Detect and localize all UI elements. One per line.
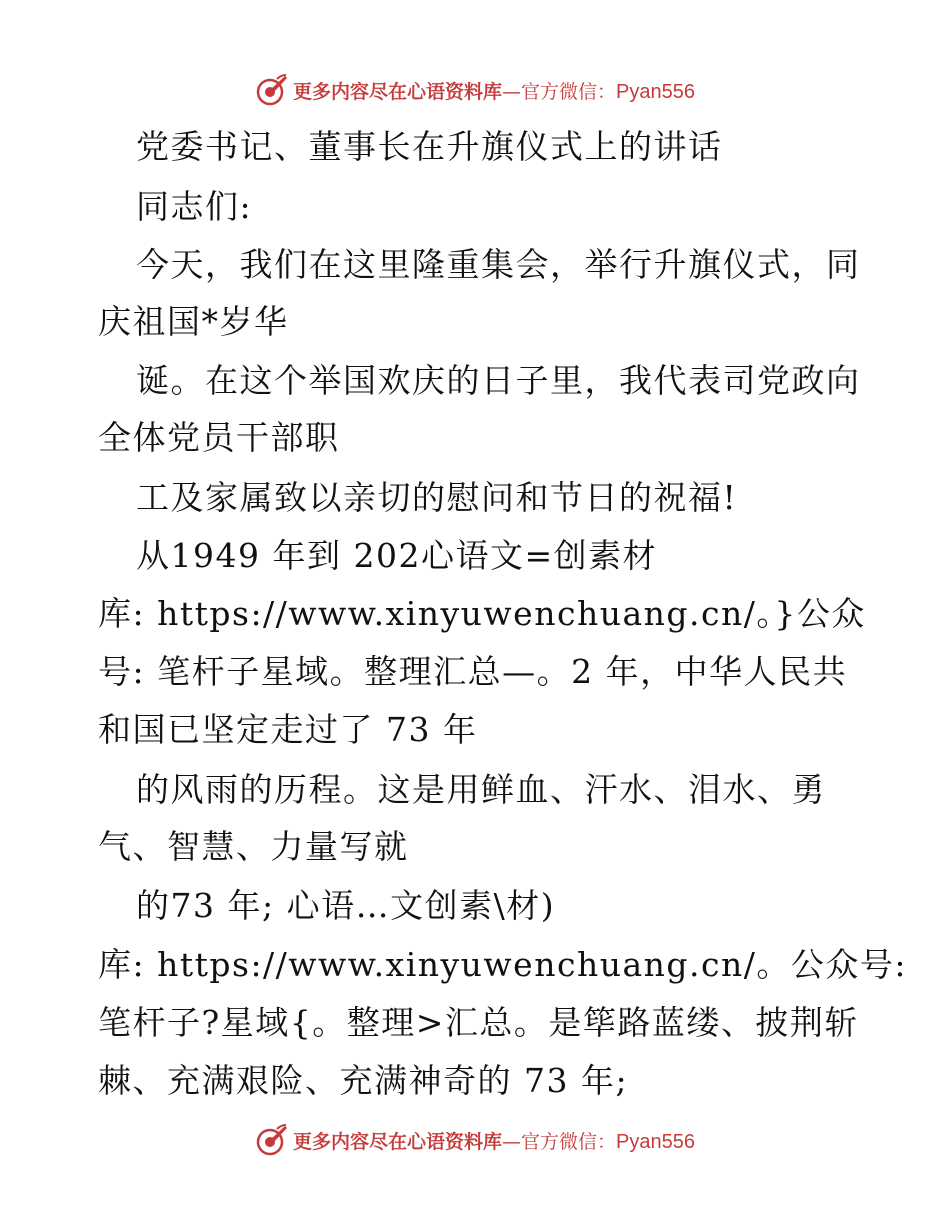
watermark-text	[293, 77, 695, 104]
watermark-wechat-id: Pyan556	[616, 1130, 695, 1153]
doc-line: 库: https://www.xinyuwenchuang.cn/。}公众	[98, 594, 866, 633]
doc-line: 全体党员干部职	[98, 418, 340, 457]
footer-watermark	[0, 1120, 950, 1160]
doc-line: 笔杆子?星域{。整理>汇总。是筚路蓝缕、披荆斩	[98, 1003, 859, 1042]
doc-line: 工及家属致以亲切的慰问和节日的祝福!	[136, 478, 738, 517]
watermark-main: 更多内容尽在心语资料库	[293, 1130, 503, 1153]
brand-logo-icon	[255, 73, 289, 107]
doc-line: 气、智慧、力量写就	[98, 827, 409, 866]
doc-line: 的73 年; 心语…文创素\材)	[136, 886, 556, 925]
doc-line: 库: https://www.xinyuwenchuang.cn/。公众号:	[98, 945, 907, 984]
doc-line: 和国已坚定走过了 73 年	[98, 710, 478, 749]
watermark-separator: —	[502, 1130, 522, 1153]
doc-line: 诞。在这个举国欢庆的日子里，我代表司党政向	[136, 361, 861, 400]
watermark-wechat-id: Pyan556	[616, 80, 695, 103]
doc-line: 今天，我们在这里隆重集会，举行升旗仪式，同	[136, 245, 861, 284]
doc-title: 党委书记、董事长在升旗仪式上的讲话	[136, 127, 723, 166]
watermark-main: 更多内容尽在心语资料库	[293, 80, 503, 103]
watermark-official-label: 官方微信：	[521, 1130, 617, 1153]
watermark-official-label: 官方微信：	[521, 80, 617, 103]
doc-line: 从1949 年到 202心语文=创素材	[136, 536, 658, 575]
doc-line: 号: 笔杆子星域。整理汇总—。2 年，中华人民共	[98, 652, 848, 691]
header-watermark	[0, 70, 950, 110]
watermark-text	[293, 1127, 695, 1154]
doc-line: 的风雨的历程。这是用鲜血、汗水、泪水、勇	[136, 770, 826, 809]
doc-salutation: 同志们:	[136, 187, 253, 226]
brand-logo-icon	[255, 1123, 289, 1157]
watermark-separator: —	[502, 80, 522, 103]
doc-line: 庆祖国*岁华	[98, 302, 289, 341]
doc-line: 棘、充满艰险、充满神奇的 73 年;	[98, 1061, 629, 1100]
